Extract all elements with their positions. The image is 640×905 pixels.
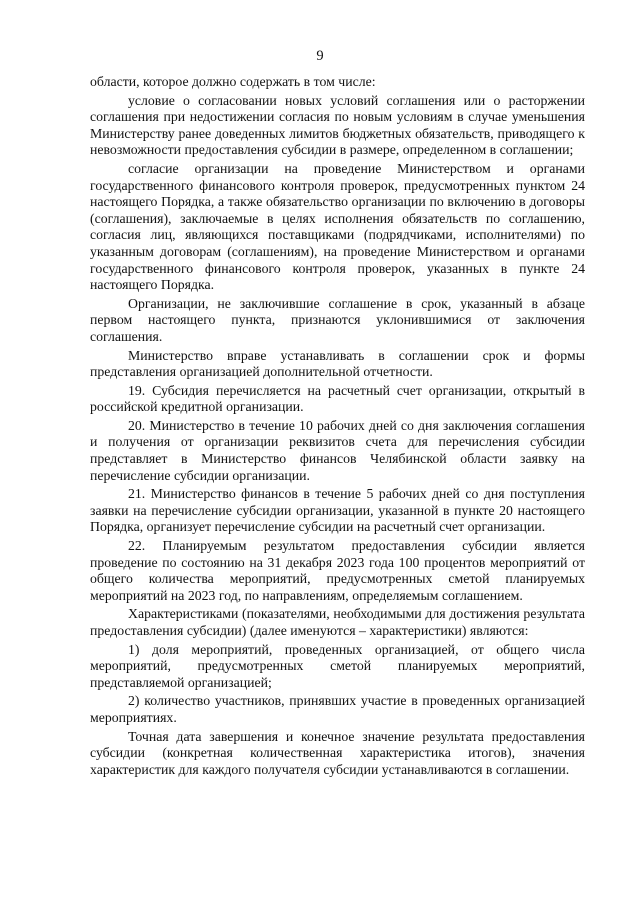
document-body [90, 74, 585, 780]
paragraph: Организации, не заключившие соглашение в срок, указанный в абзаце первом настоящего пункта, признаются уклонившимися от заключения соглашения. [90, 295, 585, 344]
list-item: 2) количество участников, принявших участие в проведенных организацией мероприятиях. [90, 693, 585, 725]
page-number: 9 [316, 48, 324, 64]
paragraph: согласие организации на проведение Министерством и органами государственного финансового контроля проверок, предусмотренных пунктом 24 настоящего Порядка, а также обязательство организации по включению в договоры (соглашения), заключаемые в целях исполнения обязательств по соглашению, согласия лиц, являющихся поставщиками (подрядчиками, исполнителями) по указанным договорам (соглашениям), на проведение Министерством и органами государственного финансового контроля проверок, указанных в пункте 24 настоящего Порядка. [90, 160, 585, 293]
paragraph: 20. Министерство в течение 10 рабочих дней со дня заключения соглашения и получения от организации реквизитов счета для перечисления субсидии представляет в Министерство финансов Челябинской области заявку на перечисление субсидии организации. [90, 417, 585, 483]
paragraph: области, которое должно содержать в том числе: [90, 74, 376, 89]
list-item: 1) доля мероприятий, проведенных организацией, от общего числа мероприятий, предусмотренных сметой планируемых мероприятий, представляемой организацией; [90, 641, 585, 690]
paragraph: условие о согласовании новых условий соглашения или о расторжении соглашения при недостижении согласия по новым условиям в случае уменьшения Министерству ранее доведенных лимитов бюджетных обязательств, приводящего к невозможности предоставления субсидии в размере, определенном в соглашении; [90, 92, 585, 158]
paragraph: 21. Министерство финансов в течение 5 рабочих дней со дня поступления заявки на перечисление субсидии организации, указанной в пункте 20 настоящего Порядка, организует перечисление субсидии на расчетный счет организации. [90, 486, 585, 535]
paragraph: 22. Планируемым результатом предоставления субсидии является проведение по состоянию на 31 декабря 2023 года 100 процентов мероприятий от общего количества мероприятий, предусмотренных сметой планируемых мероприятий на 2023 год, по направлениям, определяемым соглашением. [90, 538, 585, 603]
paragraph: Характеристиками (показателями, необходимыми для достижения результата предоставления субсидии) (далее именуются – характеристики) являются: [90, 606, 585, 638]
paragraph: 19. Субсидия перечисляется на расчетный счет организации, открытый в российской кредитной организации. [90, 382, 585, 415]
paragraph: Точная дата завершения и конечное значение результата предоставления субсидии (конкретная количественная характеристика итогов), значения характеристик для каждого получателя субсидии устанавливаются в соглашении. [90, 728, 585, 777]
paragraph: Министерство вправе устанавливать в соглашении срок и формы представления организацией дополнительной отчетности. [90, 347, 585, 380]
